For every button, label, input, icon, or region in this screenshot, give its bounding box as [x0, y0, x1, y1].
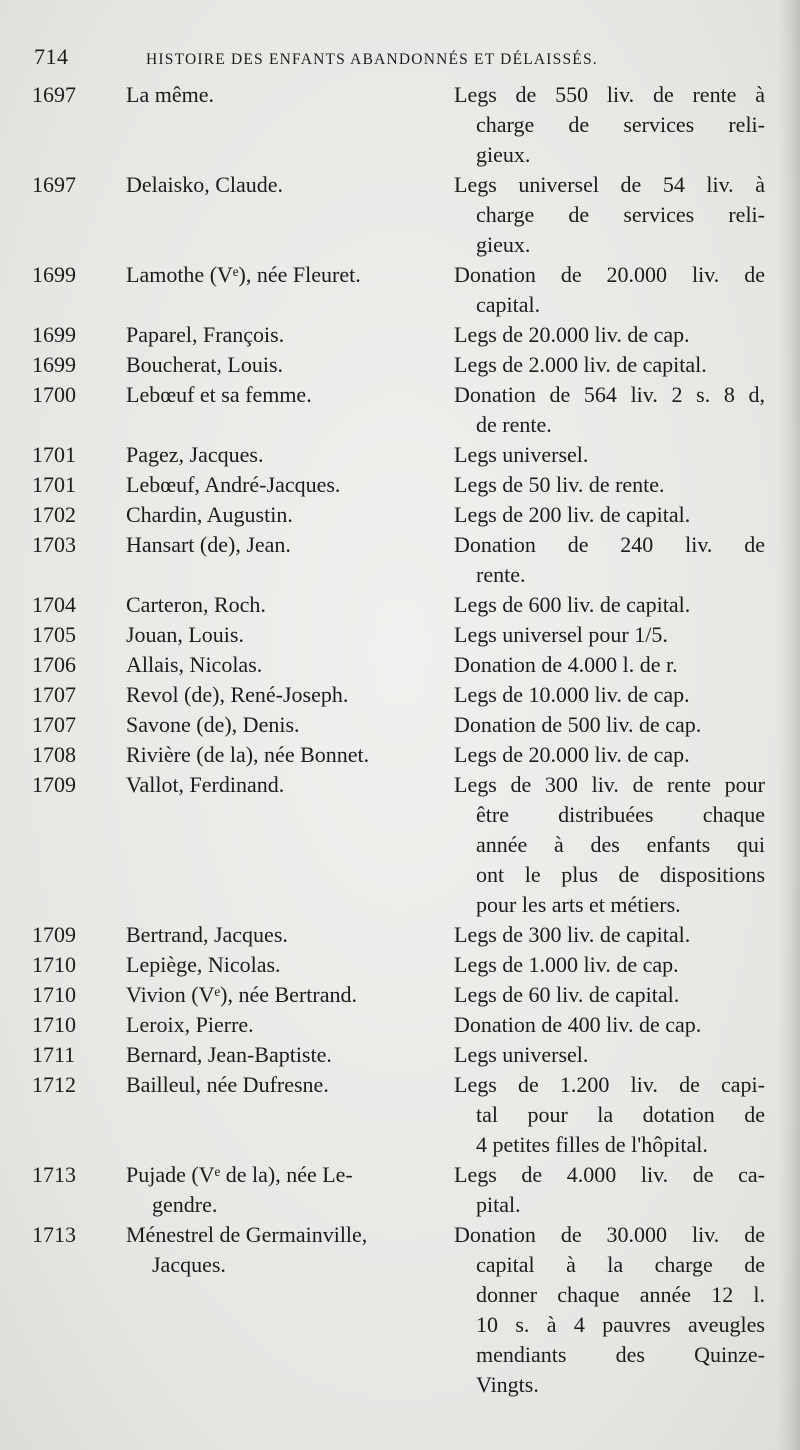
entry-donor-name — [126, 470, 454, 500]
entry-row — [30, 920, 765, 950]
description-line: Legs de 60 liv. de capital. — [454, 982, 680, 1007]
entry-year: 1709 — [32, 922, 76, 947]
donor-name-line: Jacques. — [152, 1252, 226, 1277]
page-header — [34, 44, 654, 74]
entry-row — [30, 980, 765, 1010]
entry-donor-name — [126, 740, 454, 770]
description-line: Donation de 240 liv. de — [454, 532, 765, 557]
entry-donor-name — [126, 1070, 454, 1100]
entry-donor-name — [126, 80, 454, 110]
entry-donor-name — [126, 320, 454, 350]
entry-year: 1707 — [32, 712, 76, 737]
description-line: Legs universel de 54 liv. à — [454, 172, 765, 197]
description-line: 4 petites filles de l'hôpital. — [476, 1132, 708, 1157]
entry-year: 1700 — [32, 382, 76, 407]
entry-donor-name — [126, 380, 454, 410]
entry-row — [30, 680, 765, 710]
donor-name-line: Bernard, Jean-Baptiste. — [126, 1042, 332, 1067]
entry-year: 1703 — [32, 532, 76, 557]
entry-row — [30, 1220, 765, 1400]
entry-donor-name — [126, 920, 454, 950]
description-line: pour les arts et métiers. — [476, 892, 681, 917]
entry-row — [30, 80, 765, 170]
entry-donor-name — [126, 350, 454, 380]
page-number: 714 — [34, 44, 69, 69]
entry-row — [30, 710, 765, 740]
entry-year: 1704 — [32, 592, 76, 617]
entry-row — [30, 260, 765, 320]
description-line: Legs de 50 liv. de rente. — [454, 472, 665, 497]
entry-row — [30, 1010, 765, 1040]
entry-year: 1705 — [32, 622, 76, 647]
description-line: ont le plus de dispositions — [476, 862, 765, 887]
description-line: Legs de 600 liv. de capital. — [454, 592, 691, 617]
donor-name-line: Paparel, François. — [126, 322, 285, 347]
entry-description — [454, 440, 765, 470]
description-line: Legs de 10.000 liv. de cap. — [454, 682, 690, 707]
entry-year: 1699 — [32, 352, 76, 377]
entry-description — [454, 1070, 765, 1160]
donor-name-line: Revol (de), René-Joseph. — [126, 682, 349, 707]
description-line: 10 s. à 4 pauvres aveugles — [476, 1312, 765, 1337]
entry-donor-name — [126, 500, 454, 530]
entry-year: 1706 — [32, 652, 76, 677]
entry-row — [30, 380, 765, 440]
donor-name-line: Hansart (de), Jean. — [126, 532, 291, 557]
donor-name-line: La même. — [126, 82, 214, 107]
description-line: Legs universel pour 1/5. — [454, 622, 668, 647]
entry-description — [454, 530, 765, 590]
description-line: capital à la charge de — [476, 1252, 765, 1277]
entry-row — [30, 1070, 765, 1160]
entry-donor-name — [126, 170, 454, 200]
description-line: année à des enfants qui — [476, 832, 765, 857]
entry-description — [454, 380, 765, 440]
page-spine-shadow — [778, 0, 800, 1450]
entry-donor-name — [126, 1040, 454, 1070]
entry-row — [30, 650, 765, 680]
description-line: Donation de 30.000 liv. de — [454, 1222, 765, 1247]
entry-description — [454, 470, 765, 500]
entry-row — [30, 440, 765, 470]
entry-row — [30, 470, 765, 500]
description-line: être distribuées chaque — [476, 802, 765, 827]
entry-description — [454, 650, 765, 680]
description-line: Legs de 4.000 liv. de ca- — [454, 1162, 765, 1187]
description-line: Legs universel. — [454, 442, 589, 467]
entry-year: 1710 — [32, 952, 76, 977]
description-line: Legs de 1.200 liv. de capi- — [454, 1072, 765, 1097]
description-line: Legs de 20.000 liv. de cap. — [454, 322, 690, 347]
entry-donor-name — [126, 620, 454, 650]
description-line: Legs universel. — [454, 1042, 589, 1067]
entry-row — [30, 350, 765, 380]
entry-row — [30, 770, 765, 920]
entry-description — [454, 590, 765, 620]
donor-name-line: Bailleul, née Dufresne. — [126, 1072, 329, 1097]
donor-name-line: Lepiège, Nicolas. — [126, 952, 281, 977]
description-line: capital. — [476, 292, 541, 317]
donor-name-line: Vallot, Ferdinand. — [126, 772, 285, 797]
description-line: Donation de 500 liv. de cap. — [454, 712, 702, 737]
entry-row — [30, 950, 765, 980]
entry-description — [454, 680, 765, 710]
description-line: pital. — [476, 1192, 521, 1217]
entry-year: 1713 — [32, 1222, 76, 1247]
entry-row — [30, 1160, 765, 1220]
donations-list — [30, 80, 765, 1400]
entry-year: 1707 — [32, 682, 76, 707]
description-line: Donation de 20.000 liv. de — [454, 262, 765, 287]
entry-year: 1711 — [32, 1042, 76, 1067]
donor-name-line: Lebœuf, André-Jacques. — [126, 472, 341, 497]
entry-description — [454, 260, 765, 320]
description-line: charge de services reli- — [476, 112, 765, 137]
entry-description — [454, 710, 765, 740]
description-line: Legs de 200 liv. de capital. — [454, 502, 691, 527]
donor-name-line: Vivion (Vᵉ), née Bertrand. — [126, 982, 357, 1007]
entry-year: 1713 — [32, 1162, 76, 1187]
entry-description — [454, 80, 765, 170]
donor-name-line: Chardin, Augustin. — [126, 502, 293, 527]
donor-name-line: Allais, Nicolas. — [126, 652, 263, 677]
entry-donor-name — [126, 650, 454, 680]
entry-row — [30, 500, 765, 530]
description-line: Legs de 300 liv. de rente pour — [454, 772, 765, 797]
entry-donor-name — [126, 1160, 454, 1220]
entry-description — [454, 950, 765, 980]
entry-donor-name — [126, 950, 454, 980]
donor-name-line: Pujade (Vᵉ de la), née Le- — [126, 1162, 353, 1187]
entry-donor-name — [126, 260, 454, 290]
entry-row — [30, 590, 765, 620]
entry-donor-name — [126, 1220, 454, 1280]
donor-name-line: gendre. — [152, 1192, 218, 1217]
entry-year: 1702 — [32, 502, 76, 527]
entry-donor-name — [126, 590, 454, 620]
entry-year: 1701 — [32, 442, 76, 467]
entry-description — [454, 320, 765, 350]
running-title: HISTOIRE DES ENFANTS ABANDONNÉS ET DÉLAISSÉS. — [146, 51, 598, 68]
description-line: donner chaque année 12 l. — [476, 1282, 765, 1307]
description-line: mendiants des Quinze- — [476, 1342, 765, 1367]
donor-name-line: Jouan, Louis. — [126, 622, 244, 647]
entry-donor-name — [126, 980, 454, 1010]
entry-donor-name — [126, 680, 454, 710]
description-line: Legs de 20.000 liv. de cap. — [454, 742, 690, 767]
entry-row — [30, 620, 765, 650]
donor-name-line: Carteron, Roch. — [126, 592, 266, 617]
entry-description — [454, 170, 765, 260]
entry-year: 1701 — [32, 472, 76, 497]
donor-name-line: Savone (de), Denis. — [126, 712, 300, 737]
entry-description — [454, 1160, 765, 1220]
donor-name-line: Pagez, Jacques. — [126, 442, 264, 467]
description-line: Legs de 1.000 liv. de cap. — [454, 952, 679, 977]
entry-year: 1709 — [32, 772, 76, 797]
description-line: Donation de 564 liv. 2 s. 8 d, — [454, 382, 765, 407]
description-line: Donation de 4.000 l. de r. — [454, 652, 678, 677]
entry-row — [30, 170, 765, 260]
entry-year: 1697 — [32, 82, 76, 107]
donor-name-line: Leroix, Pierre. — [126, 1012, 254, 1037]
description-line: Legs de 300 liv. de capital. — [454, 922, 691, 947]
entry-description — [454, 1220, 765, 1400]
donor-name-line: Boucherat, Louis. — [126, 352, 284, 377]
entry-year: 1710 — [32, 982, 76, 1007]
entry-year: 1712 — [32, 1072, 76, 1097]
description-line: Donation de 400 liv. de cap. — [454, 1012, 702, 1037]
description-line: Legs de 550 liv. de rente à — [454, 82, 765, 107]
entry-year: 1710 — [32, 1012, 76, 1037]
entry-description — [454, 500, 765, 530]
entry-donor-name — [126, 530, 454, 560]
entry-description — [454, 920, 765, 950]
donor-name-line: Delaisko, Claude. — [126, 172, 284, 197]
entry-row — [30, 320, 765, 350]
description-line: gieux. — [476, 232, 531, 257]
entry-description — [454, 1010, 765, 1040]
donor-name-line: Ménestrel de Germainville, — [126, 1222, 368, 1247]
entry-donor-name — [126, 710, 454, 740]
entry-row — [30, 530, 765, 590]
entry-year: 1697 — [32, 172, 76, 197]
description-line: Vingts. — [476, 1372, 539, 1397]
description-line: charge de services reli- — [476, 202, 765, 227]
donor-name-line: Bertrand, Jacques. — [126, 922, 288, 947]
donor-name-line: Rivière (de la), née Bonnet. — [126, 742, 370, 767]
entry-year: 1699 — [32, 262, 76, 287]
description-line: tal pour la dotation de — [476, 1102, 765, 1127]
entry-row — [30, 1040, 765, 1070]
donor-name-line: Lamothe (Vᵉ), née Fleuret. — [126, 262, 361, 287]
entry-donor-name — [126, 1010, 454, 1040]
description-line: Legs de 2.000 liv. de capital. — [454, 352, 707, 377]
entry-description — [454, 740, 765, 770]
entry-year: 1699 — [32, 322, 76, 347]
entry-description — [454, 620, 765, 650]
entry-description — [454, 980, 765, 1010]
description-line: rente. — [476, 562, 526, 587]
description-line: de rente. — [476, 412, 552, 437]
entry-row — [30, 740, 765, 770]
description-line: gieux. — [476, 142, 531, 167]
entry-donor-name — [126, 770, 454, 800]
entry-donor-name — [126, 440, 454, 470]
entry-year: 1708 — [32, 742, 76, 767]
donor-name-line: Lebœuf et sa femme. — [126, 382, 312, 407]
entry-description — [454, 350, 765, 380]
entry-description — [454, 1040, 765, 1070]
entry-description — [454, 770, 765, 920]
